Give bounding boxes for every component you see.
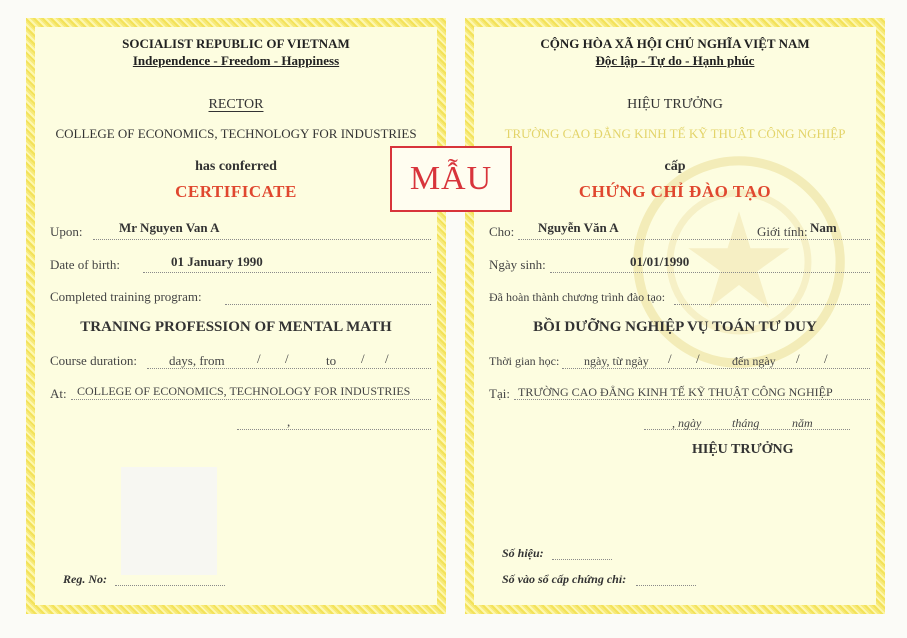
to-label: đến ngày	[732, 354, 776, 368]
place-comma: ,	[287, 414, 291, 429]
cho-value: Nguyễn Văn A	[538, 220, 619, 235]
at-value: COLLEGE OF ECONOMICS, TECHNOLOGY FOR INDUSTRIES	[77, 384, 411, 398]
date-slash: /	[257, 351, 261, 366]
duration-label: Thời gian học:	[489, 354, 560, 368]
sample-stamp: MẪU	[390, 146, 512, 212]
certificate-title: CHỨNG CHỈ ĐÀO TẠO	[578, 182, 772, 201]
so-vao-so-label: Số vào sổ cấp chứng chỉ:	[502, 572, 627, 586]
vietnamese-panel	[465, 18, 885, 614]
to-label: to	[326, 353, 337, 368]
duration-days: ngày, từ ngày	[584, 354, 649, 368]
college-name: COLLEGE OF ECONOMICS, TECHNOLOGY FOR INDUSTRIES	[55, 126, 417, 141]
rector-heading: RECTOR	[208, 97, 264, 112]
date-slash: /	[668, 351, 672, 366]
completed-label: Completed training program:	[50, 289, 202, 304]
at-label: At:	[50, 386, 67, 401]
cho-label: Cho:	[489, 224, 515, 239]
upon-value: Mr Nguyen Van A	[119, 220, 220, 235]
upon-dotline	[93, 239, 431, 240]
date-slash: /	[285, 351, 289, 366]
english-panel	[26, 18, 446, 614]
dob-value: 01/01/1990	[630, 254, 690, 269]
reg-no-label: Reg. No:	[63, 572, 107, 586]
date-thang: tháng	[732, 416, 760, 430]
photo-placeholder	[121, 467, 217, 575]
country-heading: CỘNG HÒA XÃ HỘI CHỦ NGHĨA VIỆT NAM	[540, 36, 810, 51]
date-slash: /	[385, 351, 389, 366]
dob-dotline	[143, 272, 431, 273]
completed-dotline	[225, 304, 431, 305]
upon-label: Upon:	[50, 224, 83, 239]
place-dotline	[237, 429, 431, 430]
reg-no-dotline	[115, 585, 225, 586]
dob-label: Date of birth:	[50, 257, 121, 272]
gender-label: Giới tính:	[757, 224, 808, 239]
program-name: BỒI DƯỠNG NGHIỆP VỤ TOÁN TƯ DUY	[533, 319, 817, 335]
completed-dotline	[674, 304, 870, 305]
at-label: Tại:	[489, 386, 510, 401]
date-slash: /	[696, 351, 700, 366]
college-name: TRƯỜNG CAO ĐẲNG KINH TẾ KỸ THUẬT CÔNG NGHIỆP	[504, 126, 846, 141]
so-hieu-dotline	[552, 559, 612, 560]
gender-value: Nam	[810, 220, 837, 235]
date-nam: năm	[792, 416, 813, 430]
conferred-text: cấp	[664, 159, 686, 174]
motto: Independence - Freedom - Happiness	[132, 53, 340, 68]
motto: Độc lập - Tự do - Hạnh phúc	[595, 53, 755, 68]
date-ngay: , ngày	[672, 416, 702, 430]
dob-label: Ngày sinh:	[489, 257, 546, 272]
at-dotline	[71, 399, 431, 400]
country-heading: SOCIALIST REPUBLIC OF VIETNAM	[122, 36, 350, 51]
dob-dotline	[550, 272, 870, 273]
completed-label: Đã hoàn thành chương trình đào tạo:	[489, 290, 666, 304]
signer-title: HIỆU TRƯỞNG	[692, 442, 794, 457]
at-value: TRƯỜNG CAO ĐẲNG KINH TẾ KỸ THUẬT CÔNG NGHIỆP	[518, 385, 833, 399]
rector-heading: HIỆU TRƯỞNG	[627, 97, 723, 112]
date-slash: /	[824, 351, 828, 366]
so-hieu-label: Số hiệu:	[502, 546, 544, 560]
duration-days: days, from	[169, 353, 225, 368]
conferred-text: has conferred	[195, 159, 277, 174]
program-name: TRANING PROFESSION OF MENTAL MATH	[80, 319, 392, 335]
certificate-title: CERTIFICATE	[175, 182, 297, 201]
date-slash: /	[796, 351, 800, 366]
duration-label: Course duration:	[50, 353, 138, 368]
so-vao-so-dotline	[636, 585, 696, 586]
cho-dotline	[518, 239, 870, 240]
dob-value: 01 January 1990	[171, 254, 263, 269]
date-slash: /	[361, 351, 365, 366]
